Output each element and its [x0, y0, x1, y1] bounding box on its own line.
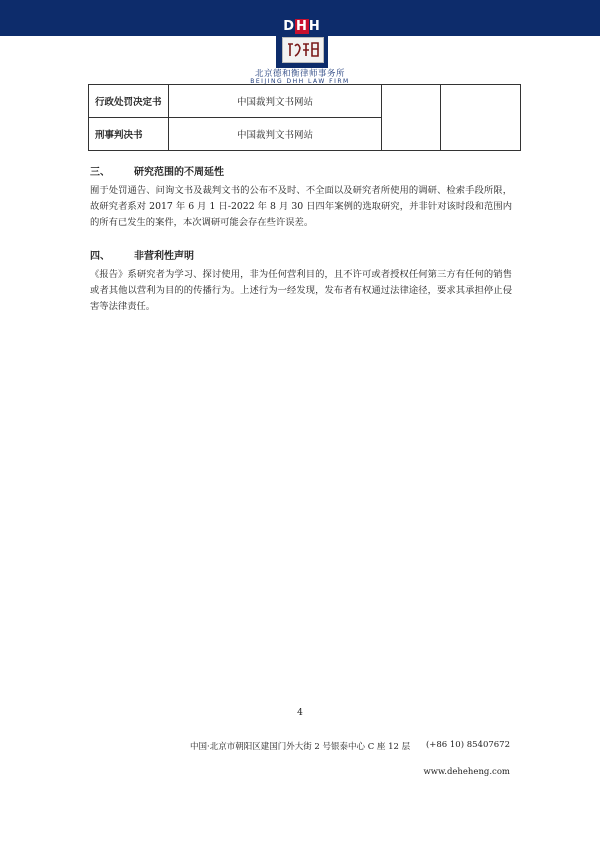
footer-website[interactable]: www.deheheng.com [423, 767, 510, 777]
empty-cell [441, 85, 521, 151]
firm-name-en: BEIJING DHH LAW FIRM [250, 78, 350, 85]
source-cell: 中国裁判文书网站 [169, 118, 382, 151]
table-row [89, 85, 521, 118]
case-source-table [88, 84, 521, 151]
doc-type-cell: 刑事判决书 [89, 118, 169, 151]
section-title: 研究范围的不周延性 [134, 167, 224, 178]
section-heading-3 [90, 163, 224, 178]
logo-letter-h2: H [308, 19, 321, 34]
page-number: 4 [297, 708, 303, 718]
empty-cell [382, 85, 441, 151]
section-body-3: 囿于处罚通告、问询文书及裁判文书的公布不及时、不全面以及研究者所使用的调研、检索手段所限，故研究者系对 2017 年 6 月 1 日-2022 年 8 月 30 日四年案例的选取研究，并非针对该时段和范围内的所有已发生的案件，本次调研可能会存在些许误差。 [90, 185, 512, 228]
section-number: 四、 [90, 251, 110, 262]
logo-seal-icon [282, 37, 324, 63]
doc-type-cell: 行政处罚决定书 [89, 85, 169, 118]
logo-letter-h1: H [296, 19, 308, 34]
footer-phone: (+86 10) 85407672 [425, 740, 510, 750]
section-body-4: 《报告》系研究者为学习、探讨使用，非为任何营利目的，且不许可或者授权任何第三方有任何的销售或者其他以营利为目的的传播行为。上述行为一经发现，发布者有权通过法律途径，要求其承担停止侵害等法律责任。 [90, 269, 512, 312]
section-title: 非营利性声明 [134, 251, 194, 262]
firm-name-cn: 北京德和衡律师事务所 [254, 69, 345, 79]
section-number: 三、 [90, 167, 110, 178]
source-cell: 中国裁判文书网站 [169, 85, 382, 118]
section-heading-4 [90, 247, 194, 262]
firm-logo [276, 14, 328, 68]
logo-letter-d: D [283, 19, 295, 34]
logo-letters [277, 19, 327, 34]
footer-address: 中国·北京市朝阳区建国门外大街 2 号银泰中心 C 座 12 层 [190, 742, 411, 752]
